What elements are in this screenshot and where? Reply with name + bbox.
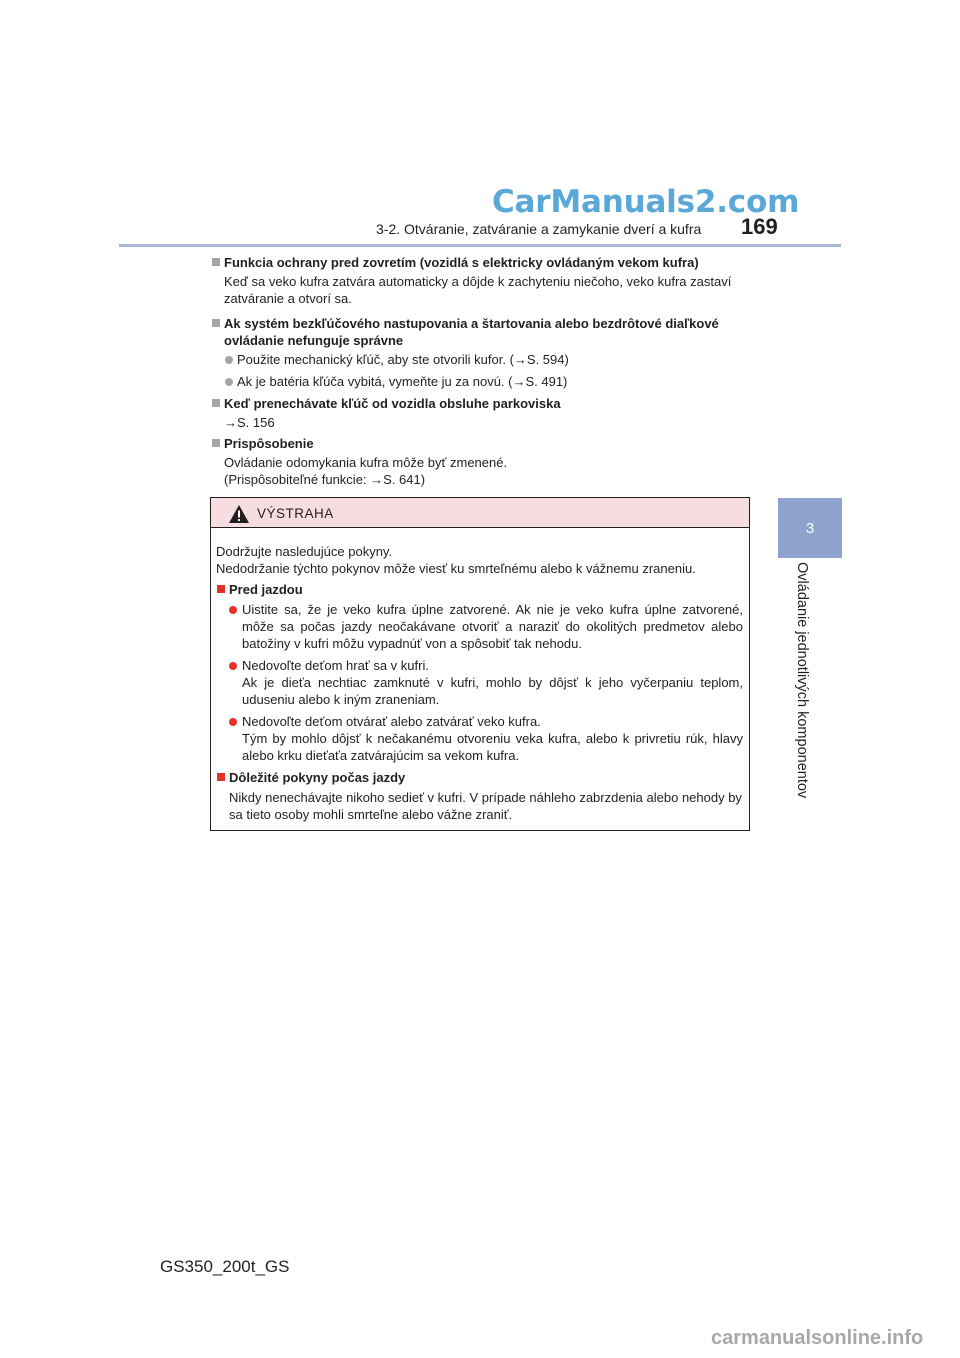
watermark-logo-top: CarManuals2.com [492, 184, 800, 220]
section-heading: Prispôsobenie [211, 435, 751, 452]
bullet-item: Použite mechanický kľúč, aby ste otvorili kufor. (→S. 594) [211, 351, 751, 368]
page-reference: →S. 156 [224, 415, 275, 430]
section-heading: Ak systém bezkľúčového nastupovania a štartovania alebo bezdrôtové diaľkové ovládanie nefunguje správne [211, 315, 751, 349]
warning-heading: Dôležité pokyny počas jazdy [216, 769, 743, 786]
section-title: 3-2. Otváranie, zatváranie a zamykanie dverí a kufra [376, 221, 702, 237]
main-content [211, 254, 751, 492]
section-heading: Keď prenechávate kľúč od vozidla obsluhe parkoviska [211, 395, 751, 412]
warning-title: VÝSTRAHA [257, 506, 334, 521]
round-bullet-icon [229, 606, 237, 614]
warning-intro: Nedodržanie týchto pokynov môže viesť ku smrteľnému alebo k vážnemu zraneniu. [216, 561, 696, 576]
warning-bullet: Nedovoľte deťom hrať sa v kufri. Ak je dieťa nechtiac zamknuté v kufri, mohlo by dôjsť k jeho vyčerpaniu teplom, udusеniu alebo k iným zraneniam. [216, 657, 743, 708]
warning-bullet: Uistite sa, že je veko kufra úplne zatvorené. Ak nie je veko kufra úplne zatvorené, môže sa počas jazdy neočakávane otvoriť a naraziť do okolitých predmetov alebo batožiny v kufri môžu vypadnúť von a spôsobiť tak nehodu. [216, 601, 743, 652]
header-rule [119, 244, 841, 247]
chapter-number: 3 [805, 519, 815, 537]
square-bullet-icon [212, 399, 220, 407]
paragraph: Ovládanie odomykania kufra môže byť zmenené. [224, 455, 508, 470]
square-bullet-icon [212, 439, 220, 447]
square-bullet-icon [212, 258, 220, 266]
warning-bullet: Nedovoľte deťom otvárať alebo zatvárať veko kufra. Tým by mohlo dôjsť k nečakanému otvoreniu veka kufra, alebo k privretiu rúk, hlavy alebo krku dieťaťa zatvárajúcim sa vekom kufra. [216, 713, 743, 764]
warning-paragraph: Nikdy nenechávajte nikoho sedieť v kufri. V prípade náhleho zabrzdenia alebo nehody by sa tieto osoby mohli smrteľne alebo vážne zraniť. [229, 790, 742, 822]
square-bullet-icon [217, 773, 225, 781]
warning-box [210, 497, 750, 831]
chapter-tab [778, 498, 842, 558]
chapter-title: Ovládanie jednotlivých komponentov [794, 562, 810, 799]
round-bullet-icon [229, 718, 237, 726]
round-bullet-icon [229, 662, 237, 670]
page-number: 169 [741, 214, 778, 239]
watermark-logo-bottom: carmanualsonline.info [711, 1327, 924, 1349]
footer-model-code: GS350_200t_GS [160, 1257, 290, 1276]
square-bullet-icon [217, 585, 225, 593]
round-bullet-icon [225, 356, 233, 364]
round-bullet-icon [225, 378, 233, 386]
section-heading: Funkcia ochrany pred zovretím (vozidlá s elektricky ovládaným vekom kufra) [211, 254, 751, 271]
warning-header [211, 498, 749, 528]
paragraph: Keď sa veko kufra zatvára automaticky a dôjde k zachyteniu niečoho, veko kufra zastaví zatváranie a otvorí sa. [224, 274, 732, 306]
bullet-item: Ak je batéria kľúča vybitá, vymeňte ju za novú. (→S. 491) [211, 373, 751, 390]
warning-triangle-icon [228, 504, 250, 524]
paragraph: (Prispôsobiteľné funkcie: →S. 641) [224, 472, 426, 487]
warning-body [211, 528, 749, 823]
warning-heading: Pred jazdou [216, 581, 743, 598]
square-bullet-icon [212, 319, 220, 327]
warning-intro: Dodržujte nasledujúce pokyny. [216, 544, 393, 559]
